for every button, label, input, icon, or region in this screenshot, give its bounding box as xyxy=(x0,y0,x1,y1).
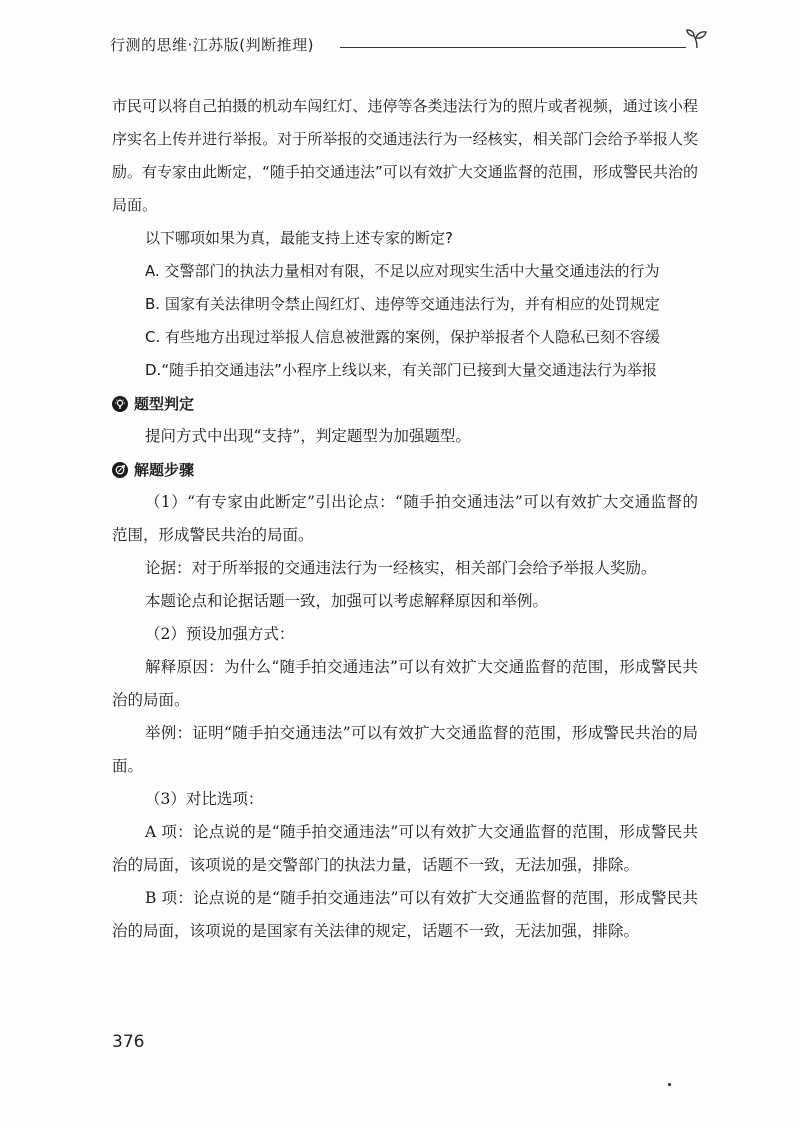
sprout-icon xyxy=(684,26,710,52)
option-a: A. 交警部门的执法力量相对有限，不足以应对现实生活中大量交通违法的行为 xyxy=(145,262,660,280)
option-d: D.“随手拍交通违法”小程序上线以来，有关部门已接到大量交通违法行为举报 xyxy=(145,361,657,379)
type-judgement-text: 提问方式中出现“支持”，判定题型为加强题型。 xyxy=(145,427,471,445)
step-paragraph: B 项：论点说的是“随手拍交通违法”可以有效扩大交通监督的范围，形成警民共治的局面，该项说的是国家有关法律的规定，话题不一致，无法加强，排除。 xyxy=(112,889,698,940)
step-paragraph: 本题论点和论据话题一致，加强可以考虑解释原因和举例。 xyxy=(145,592,549,610)
main-content xyxy=(112,90,698,948)
section-title-type: 题型判定 xyxy=(134,395,195,413)
header-title: 行测的思维·江苏版(判断推理) xyxy=(110,36,314,54)
page-number: 376 xyxy=(112,1032,145,1052)
step-paragraph: （1）“有专家由此断定”引出论点：“随手拍交通违法”可以有效扩大交通监督的范围，形成警民共治的局面。 xyxy=(112,493,698,544)
question-stem: 市民可以将自己拍摄的机动车闯红灯、违停等各类违法行为的照片或者视频，通过该小程序实名上传并进行举报。对于所举报的交通违法行为一经核实，相关部门会给予举报人奖励。有专家由此断定，“随手拍交通违法”可以有效扩大交通监督的范围，形成警民共治的局面。 xyxy=(112,97,698,214)
step-paragraph: 论据：对于所举报的交通违法行为一经核实，相关部门会给予举报人奖励。 xyxy=(145,559,657,577)
section-heading-steps xyxy=(112,453,698,486)
header-rule xyxy=(340,47,686,48)
step-paragraph: （2）预设加强方式： xyxy=(145,625,295,643)
lightbulb-icon xyxy=(112,396,128,412)
section-title-steps: 解题步骤 xyxy=(134,461,195,479)
scan-speck xyxy=(668,1083,671,1086)
compass-icon xyxy=(112,462,128,478)
section-heading-type xyxy=(112,387,698,420)
step-paragraph: （3）对比选项： xyxy=(145,790,264,808)
option-b: B. 国家有关法律明令禁止闯红灯、违停等交通违法行为，并有相应的处罚规定 xyxy=(145,295,660,313)
running-header xyxy=(110,34,710,60)
option-c: C. 有些地方出现过举报人信息被泄露的案例，保护举报者个人隐私已刻不容缓 xyxy=(145,328,661,346)
step-paragraph: 解释原因：为什么“随手拍交通违法”可以有效扩大交通监督的范围，形成警民共治的局面。 xyxy=(112,658,698,709)
step-paragraph: 举例：证明“随手拍交通违法”可以有效扩大交通监督的范围，形成警民共治的局面。 xyxy=(112,724,698,775)
step-paragraph: A 项：论点说的是“随手拍交通违法”可以有效扩大交通监督的范围，形成警民共治的局面，该项说的是交警部门的执法力量，话题不一致，无法加强，排除。 xyxy=(112,823,698,874)
question-prompt: 以下哪项如果为真，最能支持上述专家的断定? xyxy=(145,229,453,247)
